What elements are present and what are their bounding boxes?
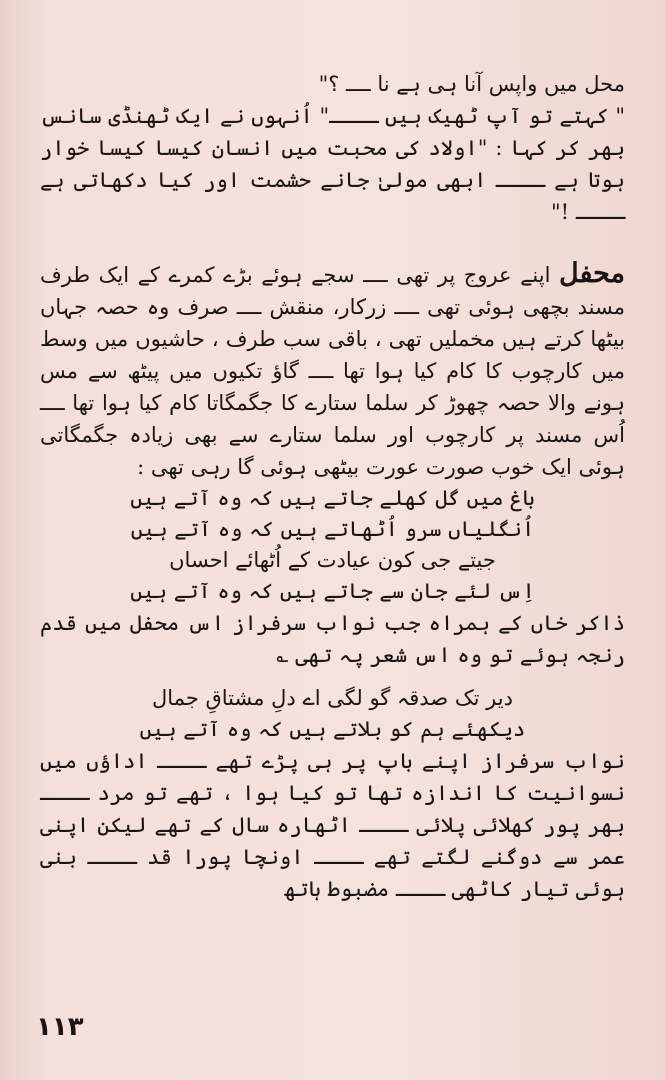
verse-line: باغ میں گل کھلے جاتے ہیں کہ وہ آتے ہیں	[130, 486, 535, 510]
verse-line: دیر تک صدقہ گو لگی اے دلِ مشتاقِ جمال	[152, 686, 513, 710]
verse-line: جیتے جی کون عیادت کے اُٹھائے احساں	[169, 548, 496, 572]
verse-line: اُنگلیاں سرو اُٹھاتے ہیں کہ وہ آتے ہیں	[130, 517, 535, 541]
paragraph-3-text: اپنے عروج پر تھی ــــ سجے ہوئے بڑے کمرے کے ایک طرف مسند بچھی ہوئی تھی ــــ زرکار، منقش ــــ صرف وہ حصہ جہاں بیٹھا کرتے ہیں مخملیں تھی ، باقی سب طرف ، حاشیوں میں وسط میں کارچوب کا کام کیا ہوا تھا ــــ گاؤ تکیوں میں پیٹھ سے مس ہونے والا حصہ چھوڑ کر سلما ستارے کا جگمگاتا کام کیا ہوا تھا ــــ اُس مسند پر کارچوب اور سلما ستارے سے بھی زیادہ جگمگاتی ہوئی ایک خوب صورت عورت بیٹھی ہوئی گا رہی تھی :	[40, 263, 625, 479]
paragraph-4: ذاکر خاں کے ہمراہ جب نواب سرفراز اس محفل میں قدم رنجہ ہوئے تو وہ اس شعر پہ تھی ؎	[40, 611, 625, 667]
verse-gap	[40, 671, 625, 683]
verse-line: اِس لئے جان سے جاتے ہیں کہ وہ آتے ہیں	[130, 579, 535, 603]
paragraph-gap	[40, 228, 625, 258]
page-number: ۱۱۳	[36, 1012, 84, 1042]
lead-word: محفل	[559, 258, 625, 289]
page-body	[40, 68, 625, 905]
paragraph-1: محل میں واپس آنا ہی ہے نا ــــ ؟"	[318, 72, 625, 96]
paragraph-3	[40, 258, 625, 483]
paragraph-2: " کہتے تو آپ ٹھیک ہیں ــــ" اُنہوں نے ایک ٹھنڈی سانس بھر کر کہا : "اولاد کی محبت میں انسان کیسا کیسا خوار ہوتا ہے ــــ ابھی مولیٰ جانے حشمت اور کیا دکھاتی ہے ــــ !"	[40, 104, 625, 224]
verse-line: دیکھئے ہم کو بلاتے ہیں کہ وہ آتے ہیں	[139, 717, 526, 741]
paragraph-5: نواب سرفراز اپنے باپ پر ہی پڑے تھے ــــ اداؤں میں نسوانیت کا اندازہ تھا تو کیا ہوا ، تھے تو مرد ــــ بھر پور کھلائی پلائی ــــ اٹھارہ سال کے تھے لیکن اپنی عمر سے دوگنے لگتے تھے ــــ اونچا پورا قد ــــ بنی ہوئی تیار کاٹھی ــــ مضبوط ہاتھ	[40, 749, 625, 901]
